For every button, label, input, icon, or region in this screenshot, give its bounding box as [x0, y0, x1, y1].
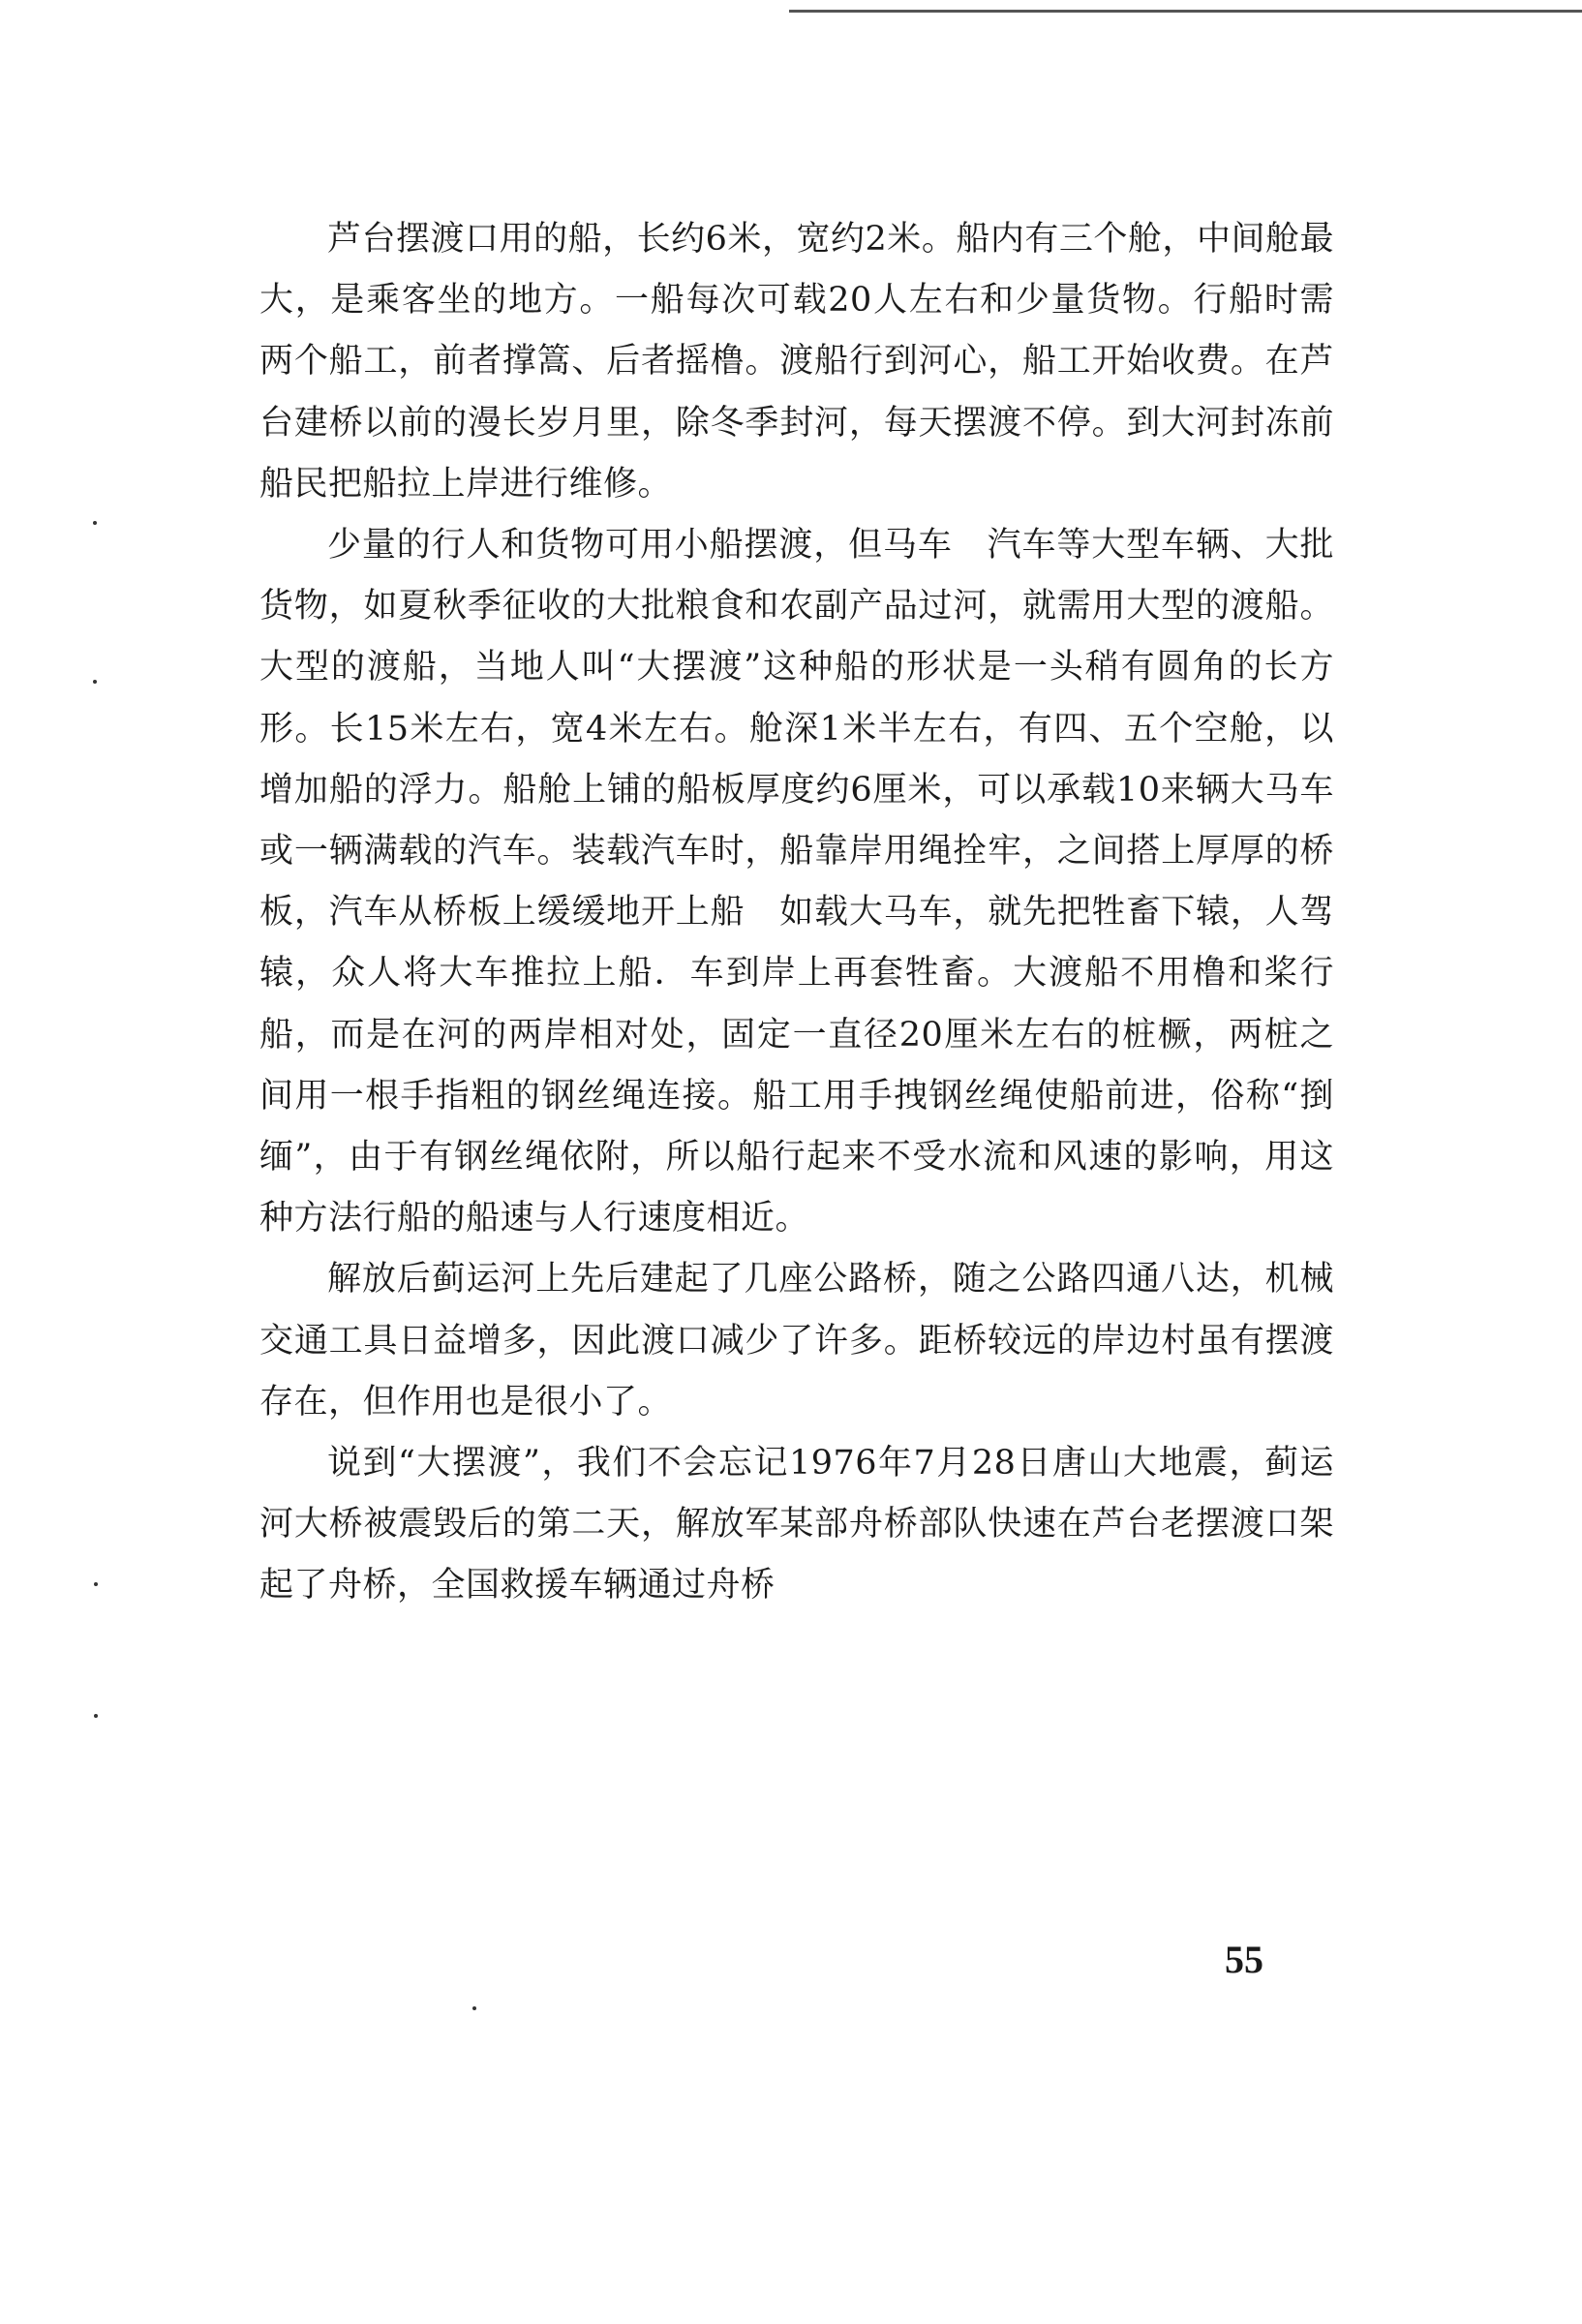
paragraph-3: 解放后蓟运河上先后建起了几座公路桥，随之公路四通八达，机械交通工具日益增多，因此渡口减少了许多。距桥较远的岸边村虽有摆渡存在，但作用也是很小了。	[259, 1260, 1334, 1422]
paragraph-1: 芦台摆渡口用的船，长约6米，宽约2米。船内有三个舱，中间舱最大，是乘客坐的地方。一船每次可载20人左右和少量货物。行船时需两个船工，前者撑篙、后者摇橹。渡船行到河心，船工开始收费。在芦台建桥以前的漫长岁月里，除冬季封河，每天摆渡不停。到大河封冻前 船民把船拉上岸进行维修。	[259, 220, 1369, 504]
scan-speck	[94, 1714, 98, 1718]
scan-speck	[93, 521, 97, 525]
scan-speck	[94, 1582, 98, 1586]
page-number: 55	[1225, 1938, 1263, 1981]
paragraph-4: 说到“大摆渡”，我们不会忘记1976年7月28日唐山大地震，蓟运河大桥被震毁后的第二天，解放军某部舟桥部队快速在芦台老摆渡口架起了舟桥，全国救援车辆通过舟桥	[259, 1444, 1334, 1605]
scan-speck	[93, 680, 97, 684]
top-rule	[789, 10, 1582, 13]
scan-speck	[472, 2006, 476, 2010]
paragraph-2: 少量的行人和货物可用小船摆渡，但马车 汽车等大型车辆、大批货物，如夏秋季征收的大批粮食和农副产品过河，就需用大型的渡船。大型的渡船，当地人叫“大摆渡”这种船的形状是一头稍有圆角的长方形。长15米左右，宽4米左右。舱深1米半左右，有四、五个空舱，以增加船的浮力。船舱上铺的船板厚度约6厘米，可以承载10来辆大马车或一辆满载的汽车。装载汽车时，船靠岸用绳拴牢，之间搭上厚厚的桥板，汽车从桥板上缓缓地开上船 如载大马车，就先把牲畜下辕，人驾辕，众人将大车推拉上船．车到岸上再套牲畜。大渡船不用橹和桨行船，而是在河的两岸相对处，固定一直径20厘米左右的桩橛，两桩之间用一根手指粗的钢丝绳连接。船工用手拽钢丝绳使船前进，俗称“捯缅”，由于有钢丝绳依附，所以船行起来不受水流和风速的影响，用这种方法行船的船速与人行速度相近。	[259, 526, 1334, 1238]
page-body	[259, 209, 1369, 1617]
